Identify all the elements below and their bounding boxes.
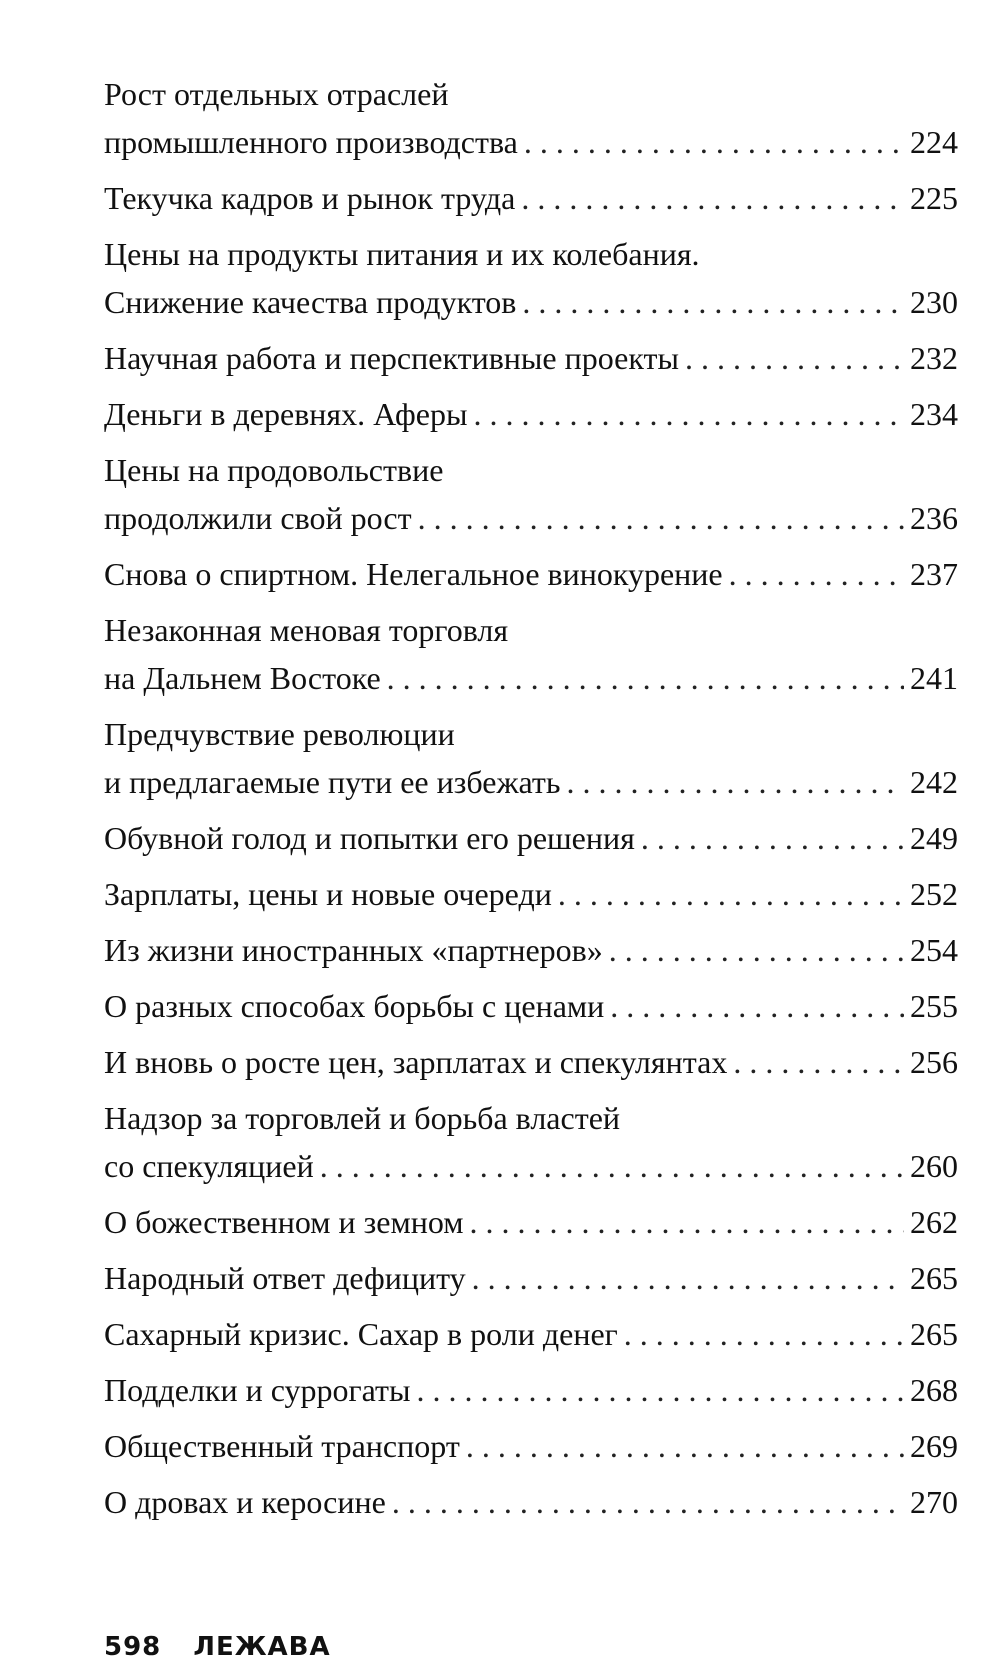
toc-entry-title-line: О божественном и земном <box>104 1204 464 1240</box>
dot-leader <box>521 174 904 222</box>
toc-entry-last-line <box>104 550 958 598</box>
toc-entry <box>104 230 958 326</box>
toc-entry-last-line <box>104 982 958 1030</box>
toc-entry-last-line <box>104 118 958 166</box>
dot-leader <box>558 870 904 918</box>
toc-entry <box>104 1038 958 1086</box>
toc-entry-page-number: 236 <box>910 500 958 536</box>
toc-entry-title-line: Рост отдельных отраслей <box>104 76 449 112</box>
toc-entry <box>104 1198 958 1246</box>
toc-entry <box>104 70 958 166</box>
toc-entry-page-number: 265 <box>910 1260 958 1296</box>
dot-leader <box>473 390 904 438</box>
toc-entry-page-number: 230 <box>910 284 958 320</box>
toc-entry-last-line <box>104 494 958 542</box>
dot-leader <box>472 1254 904 1302</box>
toc-entry-page-number: 256 <box>910 1044 958 1080</box>
toc-entry <box>104 710 958 806</box>
toc-entry-title-line: со спекуляцией <box>104 1148 314 1184</box>
toc-entry <box>104 982 958 1030</box>
toc-entry <box>104 1366 958 1414</box>
toc-entry-last-line <box>104 174 958 222</box>
toc-entry-title-line: Незаконная меновая торговля <box>104 612 509 648</box>
toc-entry-title-line: Надзор за торговлей и борьба властей <box>104 1100 621 1136</box>
dot-leader <box>392 1478 904 1526</box>
toc-entry-title-line: Предчувствие революции <box>104 716 455 752</box>
toc-entry <box>104 446 958 542</box>
toc-entry-last-line <box>104 1366 958 1414</box>
dot-leader <box>524 118 904 166</box>
toc-entry-last-line <box>104 1478 958 1526</box>
toc-entry <box>104 1310 958 1358</box>
toc-entry-title-line: Снова о спиртном. Нелегальное винокурение <box>104 556 723 592</box>
toc-entry <box>104 1422 958 1470</box>
dot-leader <box>469 1198 904 1246</box>
toc-entry-title-line: Народный ответ дефициту <box>104 1260 466 1296</box>
toc-entry-title-line: Цены на продовольствие <box>104 452 444 488</box>
dot-leader <box>641 814 904 862</box>
toc-entry-title-line: И вновь о росте цен, зарплатах и спекулянтах <box>104 1044 728 1080</box>
toc-entry-last-line <box>104 870 958 918</box>
toc-entry-title-line: О разных способах борьбы с ценами <box>104 988 605 1024</box>
toc-entry-title-line: продолжили свой рост <box>104 500 412 536</box>
toc-entry-page-number: 232 <box>910 340 958 376</box>
toc-entry-title-line: Из жизни иностранных «партнеров» <box>104 932 603 968</box>
toc-entry-page-number: 270 <box>910 1484 958 1520</box>
toc-entry-last-line <box>104 1038 958 1086</box>
toc-entry-title-line: и предлагаемые пути ее избежать <box>104 764 561 800</box>
toc-entry-page-number: 242 <box>910 764 958 800</box>
toc-entry-title-line: Обувной голод и попытки его решения <box>104 820 635 856</box>
toc-entry-title-line: Цены на продукты питания и их колебания. <box>104 236 700 272</box>
toc-entry <box>104 390 958 438</box>
toc-entry-title-line: Общественный транспорт <box>104 1428 460 1464</box>
toc-entry-last-line <box>104 926 958 974</box>
toc-entry-title-line: на Дальнем Востоке <box>104 660 381 696</box>
toc-entry-page-number: 255 <box>910 988 958 1024</box>
dot-leader <box>522 278 904 326</box>
toc-entry-last-line <box>104 278 958 326</box>
toc-entry-page-number: 241 <box>910 660 958 696</box>
toc-entry <box>104 1478 958 1526</box>
toc-entry <box>104 926 958 974</box>
toc-entry-page-number: 224 <box>910 124 958 160</box>
toc-entry-title-line: О дровах и керосине <box>104 1484 386 1520</box>
toc-entry-last-line <box>104 1142 958 1190</box>
running-head-author: ЛЕЖАВА <box>193 1632 331 1662</box>
toc-entry-page-number: 269 <box>910 1428 958 1464</box>
dot-leader <box>418 494 904 542</box>
toc-entry <box>104 174 958 222</box>
toc-entry-page-number: 262 <box>910 1204 958 1240</box>
toc-entry-title-line: Зарплаты, цены и новые очереди <box>104 876 552 912</box>
toc-entry-page-number: 225 <box>910 180 958 216</box>
toc-entry-last-line <box>104 390 958 438</box>
dot-leader <box>416 1366 904 1414</box>
toc-entry-page-number: 249 <box>910 820 958 856</box>
dot-leader <box>466 1422 904 1470</box>
toc-entry-page-number: 252 <box>910 876 958 912</box>
dot-leader <box>685 334 904 382</box>
toc-entry-title-line: Текучка кадров и рынок труда <box>104 180 516 216</box>
toc-entry-last-line <box>104 1254 958 1302</box>
toc-entry-page-number: 265 <box>910 1316 958 1352</box>
toc-entry-title-line: Деньги в деревнях. Аферы <box>104 396 468 432</box>
toc-entry-page-number: 268 <box>910 1372 958 1408</box>
toc-entry-title-line: Научная работа и перспективные проекты <box>104 340 679 376</box>
toc-entry-page-number: 237 <box>910 556 958 592</box>
toc-entry <box>104 870 958 918</box>
dot-leader <box>624 1310 904 1358</box>
toc-entry-title-line: промышленного производства <box>104 124 518 160</box>
toc-entry-last-line <box>104 654 958 702</box>
toc-entry-title-line: Сахарный кризис. Сахар в роли денег <box>104 1316 618 1352</box>
dot-leader <box>729 550 904 598</box>
dot-leader <box>733 1038 904 1086</box>
toc-entry <box>104 606 958 702</box>
toc-entry-last-line <box>104 1310 958 1358</box>
toc-entry-page-number: 254 <box>910 932 958 968</box>
toc-entry <box>104 1254 958 1302</box>
dot-leader <box>567 758 905 806</box>
dot-leader <box>609 926 904 974</box>
table-of-contents <box>104 70 958 1534</box>
toc-entry-title-line: Подделки и суррогаты <box>104 1372 411 1408</box>
toc-entry-page-number: 260 <box>910 1148 958 1184</box>
toc-entry-last-line <box>104 1422 958 1470</box>
toc-entry <box>104 1094 958 1190</box>
toc-entry <box>104 334 958 382</box>
toc-entry-last-line <box>104 1198 958 1246</box>
toc-entry <box>104 550 958 598</box>
toc-entry <box>104 814 958 862</box>
dot-leader <box>387 654 904 702</box>
page-number: 598 <box>104 1632 162 1662</box>
toc-entry-last-line <box>104 814 958 862</box>
toc-entry-last-line <box>104 334 958 382</box>
page-footer <box>104 1632 331 1662</box>
dot-leader <box>610 982 904 1030</box>
dot-leader <box>320 1142 904 1190</box>
toc-entry-page-number: 234 <box>910 396 958 432</box>
toc-entry-title-line: Снижение качества продуктов <box>104 284 517 320</box>
toc-entry-last-line <box>104 758 958 806</box>
